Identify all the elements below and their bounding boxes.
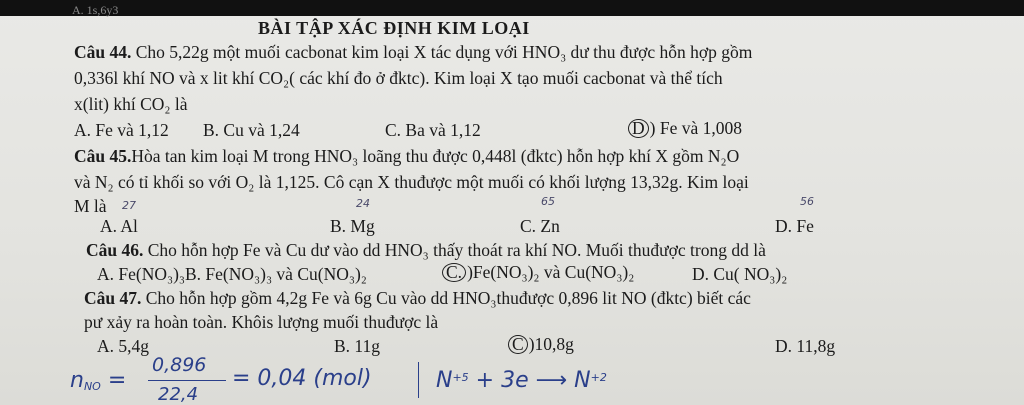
worksheet-page xyxy=(0,6,1024,405)
q46-option-d: D. Cu( NO₃)₂ xyxy=(692,264,788,284)
q45-line2: và N₂ có tỉ khối so với O₂ là 1,125. Cô cạn X thuđược một muối có khối lượng 13,32g. Kim loại xyxy=(74,172,749,192)
q45-option-c: C. Zn xyxy=(520,216,560,236)
q44-label: Câu 44. xyxy=(74,42,132,62)
q46-option-b: B. Fe(NO₃)₃ và Cu(NO₃)₂ xyxy=(185,264,367,284)
q47-line2: pư xảy ra hoàn toàn. Khôis lượng muối thuđược là xyxy=(84,312,439,332)
q45-line3: M là xyxy=(74,196,107,216)
answer-circle-c: C. xyxy=(442,263,466,282)
handwritten-result: = 0,04 (mol) xyxy=(232,366,372,391)
q44-option-c: C. Ba và 1,12 xyxy=(385,120,481,140)
top-note: A. 1s,6y3 xyxy=(72,6,119,17)
q45-option-a: A. Al xyxy=(100,216,138,236)
q45-option-b: B. Mg xyxy=(330,216,375,236)
q46-line1: Câu 46. Cho hỗn hợp Fe và Cu dư vào dd HNO₃ thấy thoát ra khí NO. Muối thuđược trong dd là xyxy=(86,240,766,260)
handwritten-mole-symbol: $n_{NO}$ = xyxy=(70,368,127,393)
q47-option-d: D. 11,8g xyxy=(775,336,836,356)
q44-line3: x(lit) khí CO₂ là xyxy=(74,94,188,114)
handwritten-denominator: 22,4 xyxy=(158,384,199,405)
q46-option-c: C. )Fe(NO₃)₂ và Cu(NO₃)₂ xyxy=(442,262,634,283)
q44-option-a: A. Fe và 1,12 xyxy=(74,120,169,140)
q47-option-a: A. 5,4g xyxy=(97,336,150,356)
q44-line1: Câu 44. Cho 5,22g một muối cacbonat kim loại X tác dụng với HNO₃ dư thu được hỗn hợp gồm xyxy=(74,42,753,62)
top-edge xyxy=(0,6,1024,16)
margin-note-zn: 65 xyxy=(541,195,555,208)
q45-line1: Câu 45.Hòa tan kim loại M trong HNO₃ loãng thu được 0,448l (đktc) hỗn hợp khí X gồm N₂O xyxy=(74,146,740,166)
q46-label: Câu 46. xyxy=(86,240,144,260)
q44-option-b: B. Cu và 1,24 xyxy=(203,120,300,140)
q47-option-c: C )10,8g xyxy=(508,334,574,355)
margin-note-mg: 24 xyxy=(356,197,370,210)
q44-option-d: D ) Fe và 1,008 xyxy=(628,118,742,139)
q45-label: Câu 45. xyxy=(74,146,132,166)
page-title: BÀI TẬP XÁC ĐỊNH KIM LOẠI xyxy=(258,18,530,38)
q44-line2: 0,336l khí NO và x lit khí CO₂( các khí đo ở đktc). Kim loại X tạo muối cacbonat và thể tích xyxy=(74,68,723,88)
answer-circle-d: D xyxy=(628,119,649,138)
margin-note-fe: 56 xyxy=(800,195,814,208)
q47-line1: Câu 47. Cho hỗn hợp gồm 4,2g Fe và 6g Cu vào dd HNO₃thuđược 0,896 lit NO (đktc) biết các xyxy=(84,288,751,308)
handwritten-half-reaction: $N^{+5} + 3e$ ⟶ $N^{+2}$ xyxy=(436,368,607,393)
q47-option-b: B. 11g xyxy=(334,336,381,356)
separator-line xyxy=(418,362,419,398)
handwritten-numerator: 0,896 xyxy=(152,354,207,376)
answer-circle-c47: C xyxy=(508,335,528,354)
margin-note-al: 27 xyxy=(122,199,136,212)
q47-label: Câu 47. xyxy=(84,288,142,308)
q46-option-a: A. Fe(NO₃)₃ xyxy=(97,264,186,284)
fraction-bar xyxy=(148,380,226,381)
q45-option-d: D. Fe xyxy=(775,216,814,236)
